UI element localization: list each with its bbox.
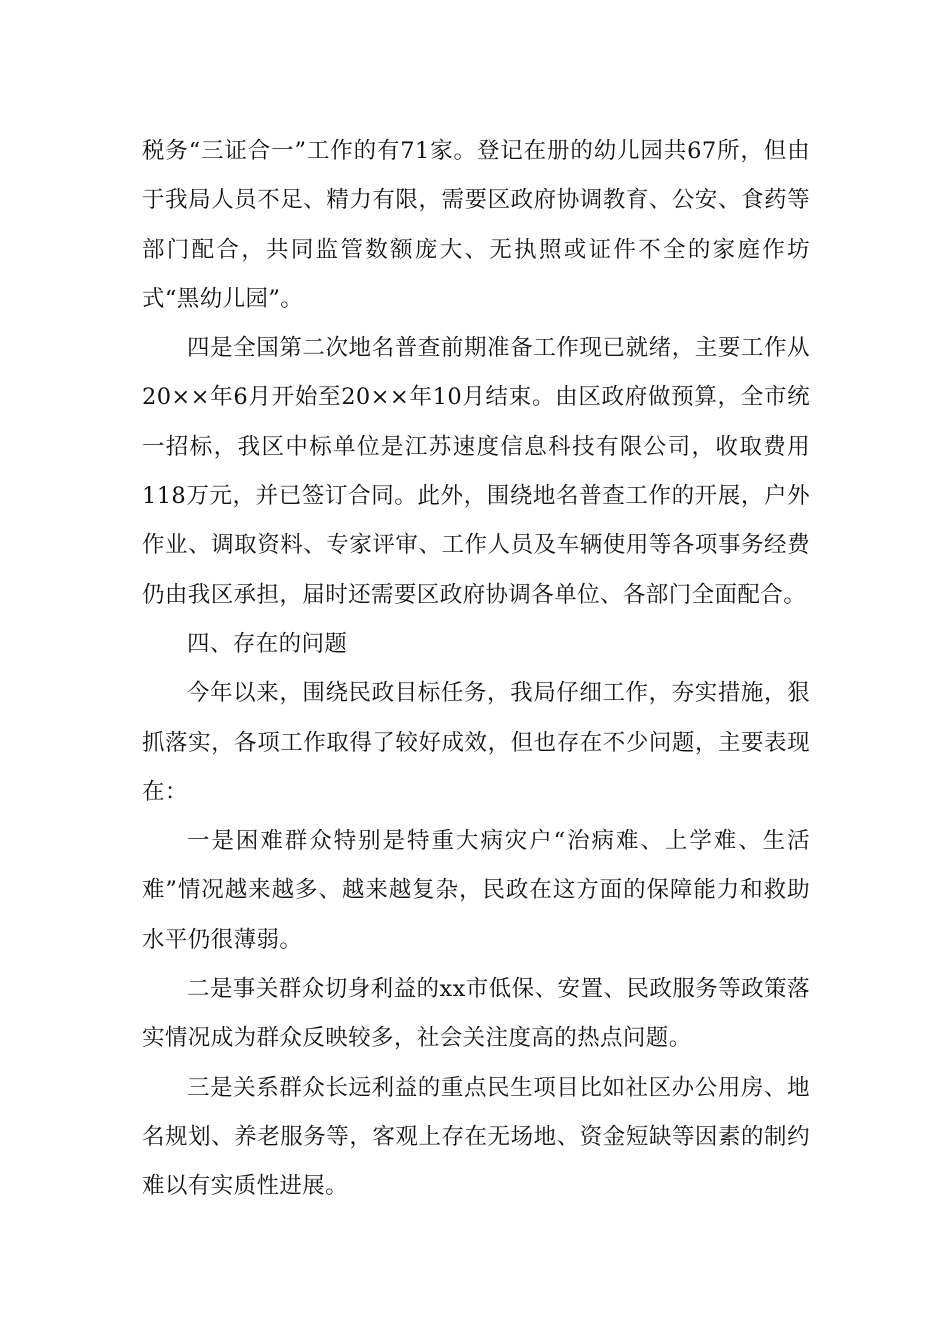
paragraph-problems-intro: 今年以来，围绕民政目标任务，我局仔细工作，夯实措施，狠抓落实，各项工作取得了较好成效，但也存在不少问题，主要表现在： — [142, 680, 810, 805]
paragraph-problem-two: 二是事关群众切身利益的xx市低保、安置、民政服务等政策落实情况成为群众反映较多，社会关注度高的热点问题。 — [142, 976, 810, 1052]
paragraph-census: 四是全国第二次地名普查前期准备工作现已就绪，主要工作从20××年6月开始至20××年10月结束。由区政府做预算，全市统一招标，我区中标单位是江苏速度信息科技有限公司，收取费用118万元，并已签订合同。此外，围绕地名普查工作的开展，户外作业、调取资料、专家评审、工作人员及车辆使用等各项事务经费仍由我区承担，届时还需要区政府协调各单位、各部门全面配合。 — [142, 335, 810, 608]
section-heading-problems: 四、存在的问题 — [187, 630, 348, 657]
paragraph-problem-three: 三是关系群众长远利益的重点民生项目比如社区办公用房、地名规划、养老服务等，客观上存在无场地、资金短缺等因素的制约难以有实质性进展。 — [142, 1074, 810, 1200]
paragraph-continuation: 税务“三证合一”工作的有71家。登记在册的幼儿园共67所，但由于我局人员不足、精力有限，需要区政府协调教育、公安、食药等部门配合，共同监管数额庞大、无执照或证件不全的家庭作坊式“黑幼儿园”。 — [142, 138, 810, 312]
document-body — [142, 127, 810, 1212]
paragraph-problem-one: 一是困难群众特别是特重大病灾户“治病难、上学难、生活难”情况越来越多、越来越复杂，民政在这方面的保障能力和救助水平仍很薄弱。 — [142, 828, 810, 953]
